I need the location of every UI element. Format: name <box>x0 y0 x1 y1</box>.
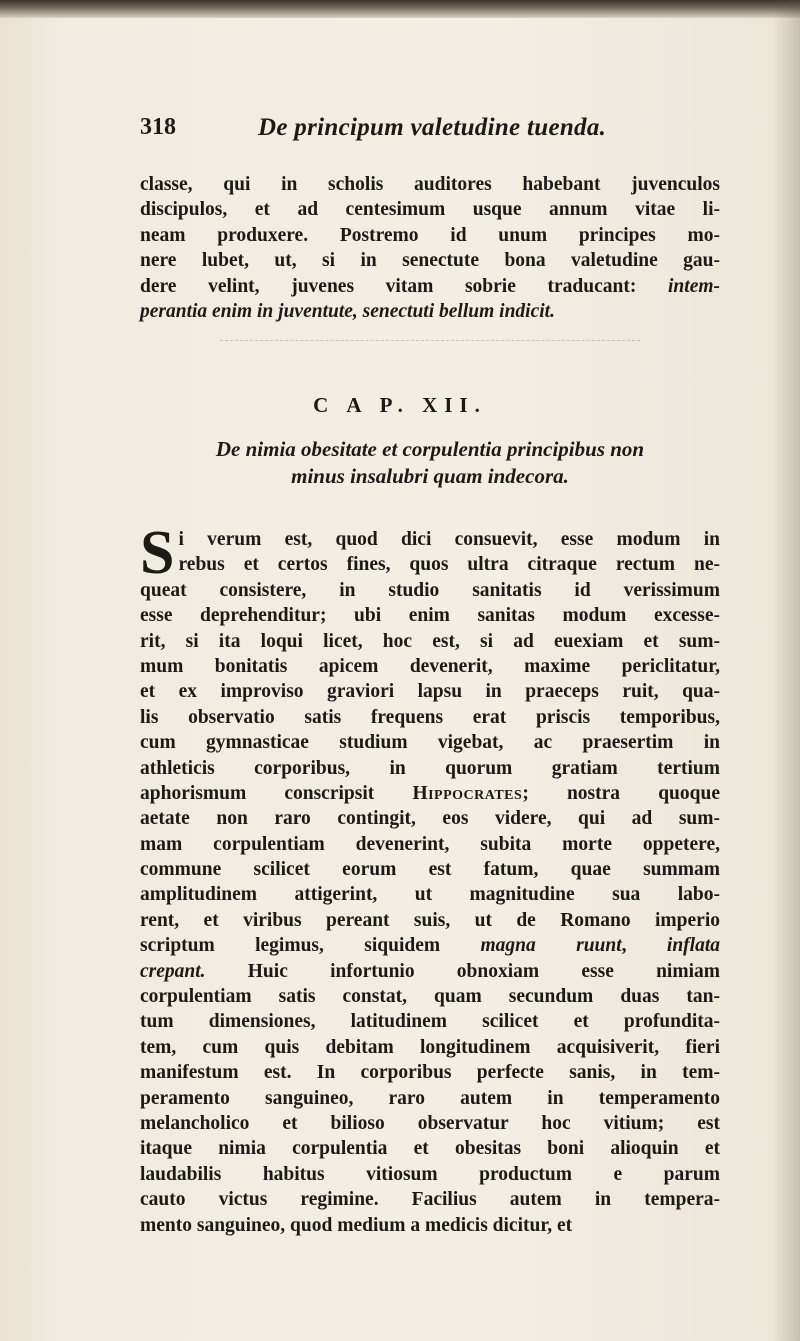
text-fragment: scriptum legimus, siquidem <box>140 935 441 957</box>
text-line: peramento sanguineo, raro autem in temperamento <box>140 1087 720 1109</box>
text-line: nere lubet, ut, si in senectute bona valetudine gau- <box>140 250 720 272</box>
page-right-edge <box>772 0 800 1341</box>
text-line: i verum est, quod dici consuevit, esse modum in <box>178 529 720 550</box>
text-line: rit, si ita loqui licet, hoc est, si ad euexiam et sum- <box>140 630 720 652</box>
italic-fragment: crepant. <box>140 960 206 982</box>
text-fragment: ; nostra quoque <box>522 782 720 804</box>
text-fragment: aphorismum conscripsit <box>140 782 375 804</box>
text-fragment: dere velint, juvenes vitam sobrie traducant: <box>140 275 637 297</box>
top-paragraph <box>140 172 720 324</box>
text-line: cum gymnasticae studium vigebat, ac praesertim in <box>140 732 720 754</box>
text-line: queat consistere, in studio sanitatis id verissimum <box>140 579 720 601</box>
text-line: et ex improviso graviori lapsu in praeceps ruit, qua- <box>140 681 720 703</box>
body-paragraph <box>140 519 721 1238</box>
text-line: scriptum legimus, siquidem magna ruunt, inflata <box>140 935 721 957</box>
section-divider <box>220 340 640 349</box>
text-line: lis observatio satis frequens erat priscis temporibus, <box>140 706 720 728</box>
text-line: melancholico et bilioso observatur hoc vitium; est <box>140 1112 720 1134</box>
chapter-title-line: De nimia obesitate et corpulentia principibus non <box>215 437 645 461</box>
text-line: tem, cum quis debitam longitudinem acquisiverit, fieri <box>140 1036 720 1058</box>
text-line <box>140 781 720 806</box>
text-fragment: Huic infortunio obnoxiam esse nimiam <box>205 960 720 982</box>
text-line <box>140 959 720 984</box>
text-line: rent, et viribus pereant suis, ut de Romano imperio <box>140 909 720 931</box>
italic-fragment: inflata <box>666 935 721 957</box>
text-line: corpulentiam satis constat, quam secundum duas tan- <box>140 986 720 1008</box>
drop-cap: S <box>140 519 175 587</box>
running-head: De principum valetudine tuenda. <box>258 114 607 141</box>
text-line: itaque nimia corpulentia et obesitas boni alioquin et <box>140 1138 720 1160</box>
text-line: mum bonitatis apicem devenerit, maxime periclitatur, <box>140 655 720 677</box>
chapter-title-line: minus insalubri quam indecora. <box>291 464 569 488</box>
chapter-title <box>140 436 720 490</box>
text-line: athleticis corporibus, in quorum gratiam tertium <box>140 757 720 779</box>
text-line: commune scilicet eorum est fatum, quae summam <box>140 859 720 881</box>
text-line-italic: perantia enim in juventute, senectuti bellum indicit. <box>140 300 555 322</box>
text-line <box>140 274 720 299</box>
text-line: discipulos, et ad centesimum usque annum vitae li- <box>140 199 720 221</box>
text-line: neam produxere. Postremo id unum principes mo- <box>140 224 720 246</box>
text-line: amplitudinem attigerint, ut magnitudine sua labo- <box>140 884 720 906</box>
text-line: esse deprehenditur; ubi enim sanitas modum excesse- <box>140 605 720 627</box>
text-line: tum dimensiones, latitudinem scilicet et profundita- <box>140 1011 720 1033</box>
page-top-shadow <box>0 0 800 18</box>
text-line: laudabilis habitus vitiosum productum e parum <box>140 1163 720 1185</box>
text-line: manifestum est. In corporibus perfecte sanis, in tem- <box>140 1062 720 1084</box>
text-line: aetate non raro contingit, eos videre, qui ad sum- <box>140 808 720 830</box>
italic-fragment: intem- <box>668 275 721 297</box>
italic-fragment: magna ruunt <box>480 935 622 957</box>
page-number: 318 <box>140 114 176 140</box>
text-line: rebus et certos fines, quos ultra citraque rectum ne- <box>178 554 720 576</box>
chapter-label: C A P. XII. <box>313 393 487 417</box>
text-line: classe, qui in scholis auditores habebant juvenculos <box>140 174 720 195</box>
text-line: cauto victus regimine. Facilius autem in tempera- <box>140 1189 720 1211</box>
page-header <box>140 114 720 148</box>
text-line: mento sanguineo, quod medium a medicis dicitur, et <box>140 1214 573 1236</box>
author-name: Hippocrates <box>412 782 523 804</box>
text-line: mam corpulentiam devenerint, subita morte oppetere, <box>140 833 720 855</box>
